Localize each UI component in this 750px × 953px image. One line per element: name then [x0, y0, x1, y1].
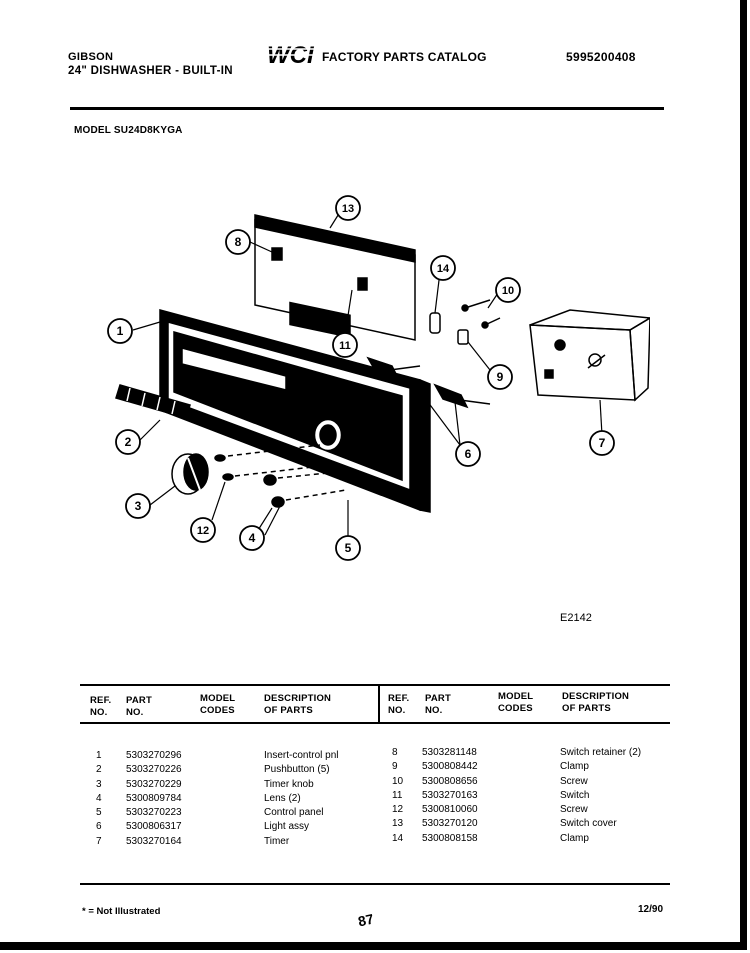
table-row — [392, 789, 667, 803]
catalog-number: 5995200408 — [566, 50, 636, 64]
table-row — [96, 749, 376, 763]
wci-logo — [266, 40, 318, 68]
table-cell: 3 — [96, 778, 102, 790]
table-row — [96, 806, 376, 820]
table-rule-mid — [80, 722, 670, 724]
exploded-parts-diagram — [90, 190, 650, 580]
col-header-desc-right: DESCRIPTION OF PARTS — [562, 691, 630, 714]
switch-cover-drawing — [255, 215, 415, 340]
table-row — [96, 820, 376, 834]
callout-label: 8 — [234, 235, 242, 249]
col-header-ref: REF. NO. — [90, 695, 112, 718]
callout-label: 9 — [496, 370, 504, 384]
table-cell: 5300806317 — [126, 821, 182, 833]
table-cell: 5303270223 — [126, 807, 182, 819]
table-cell: Lens (2) — [264, 792, 301, 804]
table-cell: 10 — [392, 775, 404, 787]
table-cell: 12 — [392, 804, 404, 816]
table-cell: 5303270163 — [422, 789, 478, 801]
table-row — [96, 835, 376, 849]
table-cell: 14 — [392, 832, 404, 844]
table-cell: Timer — [264, 835, 290, 847]
brand-name: GIBSON — [68, 51, 114, 63]
callout-label: 2 — [124, 435, 132, 449]
table-cell: 1 — [96, 750, 102, 761]
table-cell: 5300808656 — [422, 775, 478, 787]
table-cell: 5300810060 — [422, 804, 478, 816]
table-cell: 5300808158 — [422, 832, 478, 844]
parts-list-left — [96, 749, 376, 849]
table-cell: Control panel — [264, 807, 324, 819]
table-cell: Clamp — [560, 761, 589, 773]
table-cell: 5303270296 — [126, 750, 182, 761]
callout-label: 1 — [116, 324, 124, 338]
table-row — [392, 803, 667, 817]
header-rule — [70, 107, 664, 110]
table-cell: 5303270120 — [422, 818, 478, 830]
callout-label: 4 — [248, 531, 256, 545]
footnote: * = Not Illustrated — [82, 906, 161, 917]
table-cell: 5303270229 — [126, 778, 182, 790]
table-cell: 11 — [392, 789, 403, 801]
callout-label: 3 — [134, 499, 142, 513]
table-cell: Switch retainer (2) — [560, 747, 642, 758]
table-row — [392, 817, 667, 831]
table-row — [392, 760, 667, 774]
callout-label: 10 — [501, 285, 515, 297]
table-cell: 5 — [96, 807, 102, 819]
callout-label: 5 — [344, 541, 352, 555]
col-header-part: PART NO. — [126, 695, 152, 718]
col-header-model: MODEL CODES — [200, 693, 236, 716]
table-cell: 5300809784 — [126, 792, 182, 804]
callout-label: 7 — [598, 436, 606, 450]
callout-label: 6 — [464, 447, 472, 461]
table-cell: Clamp — [560, 832, 589, 844]
table-cell: Light assy — [264, 821, 310, 833]
table-row — [392, 775, 667, 789]
parts-list-right — [392, 746, 667, 846]
table-cell: 8 — [392, 747, 398, 758]
table-cell: Insert-control pnl — [264, 750, 339, 761]
table-row — [392, 832, 667, 846]
header-left — [68, 50, 233, 78]
table-row — [96, 792, 376, 806]
table-cell: Timer knob — [264, 778, 314, 790]
table-cell: Pushbutton (5) — [264, 764, 330, 776]
page-number: 87 — [356, 910, 376, 930]
catalog-title: FACTORY PARTS CATALOG — [322, 50, 487, 64]
table-cell: 4 — [96, 792, 102, 804]
table-cell: Screw — [560, 804, 588, 816]
table-cell: 6 — [96, 821, 102, 833]
table-rule-bottom — [80, 883, 670, 885]
table-cell: 2 — [96, 764, 102, 776]
col-header-model-right: MODEL CODES — [498, 691, 534, 714]
col-header-part-right: PART NO. — [425, 693, 451, 716]
col-header-ref-right: REF. NO. — [388, 693, 410, 716]
table-rule-top — [80, 684, 670, 686]
table-cell: Screw — [560, 775, 588, 787]
callout-label: 13 — [341, 203, 355, 215]
table-cell: 5303270164 — [126, 835, 182, 847]
callout-label: 14 — [436, 263, 450, 275]
diagram-id: E2142 — [560, 612, 592, 624]
table-cell: 9 — [392, 761, 398, 773]
table-cell: 5303281148 — [422, 747, 477, 758]
table-cell: Switch cover — [560, 818, 617, 830]
timer-drawing — [530, 310, 650, 400]
product-name: 24" DISHWASHER - BUILT-IN — [68, 65, 233, 77]
col-header-desc: DESCRIPTION OF PARTS — [264, 693, 332, 716]
table-row — [392, 746, 667, 760]
table-cell: Switch — [560, 789, 590, 801]
table-divider — [378, 686, 380, 722]
logo-text: WCI — [267, 42, 314, 68]
revision-date: 12/90 — [638, 904, 664, 915]
model-line: MODEL SU24D8KYGA — [74, 125, 183, 136]
table-cell: 13 — [392, 818, 404, 830]
table-cell: 7 — [96, 835, 102, 847]
table-row — [96, 763, 376, 777]
table-cell: 5300808442 — [422, 761, 478, 773]
callout-label: 11 — [339, 340, 351, 352]
table-row — [96, 778, 376, 792]
timer-knob-drawing — [172, 454, 208, 494]
callout-label: 12 — [196, 525, 210, 537]
table-cell: 5303270226 — [126, 764, 182, 776]
